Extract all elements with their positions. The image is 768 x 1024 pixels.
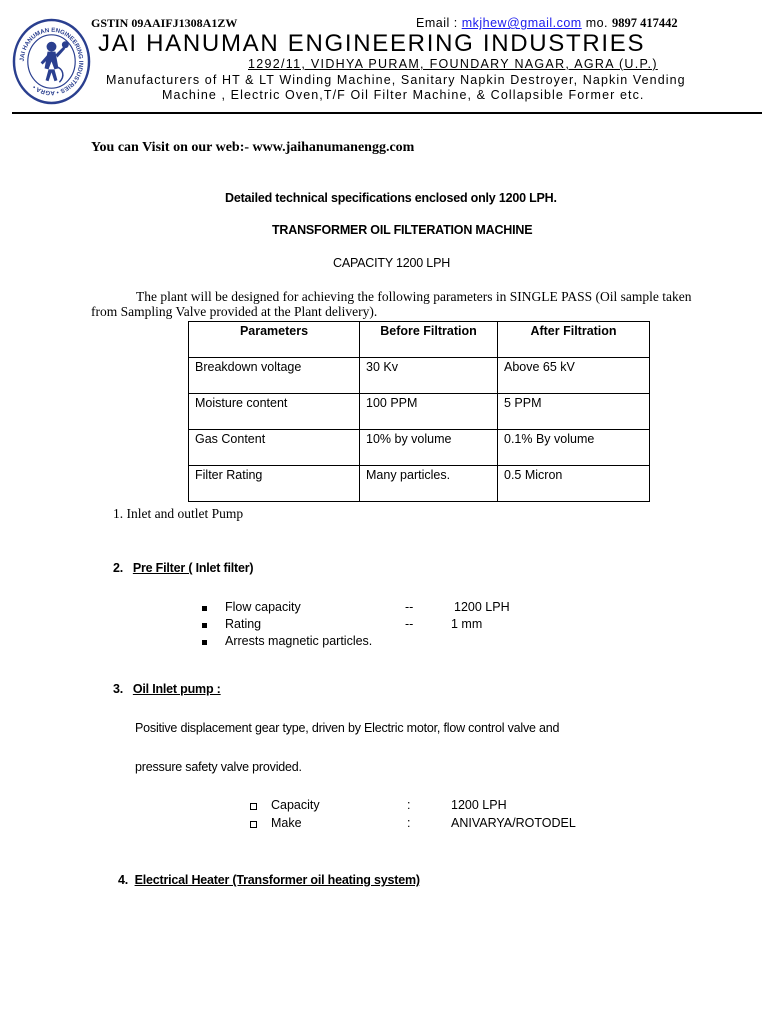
email-link[interactable]: mkjhew@gmail.com [461,16,582,30]
item-1-inlet-outlet-pump: 1. Inlet and outlet Pump [113,506,244,521]
item-3-title: Oil Inlet pump : [132,682,221,696]
bullet-value: 1200 LPH [451,798,507,812]
bullet-separator: -- [405,617,414,631]
square-bullet-icon [202,623,207,628]
item-2-heading [113,561,253,575]
bullet-separator: : [407,798,411,812]
company-name: JAI HANUMAN ENGINEERING INDUSTRIES [98,30,646,57]
table-cell: 100 PPM [360,394,498,430]
table-cell: Above 65 kV [498,358,650,394]
company-logo [12,17,91,106]
item-4-title: Electrical Heater (Transformer oil heating system) [134,873,420,887]
item-4-heading [118,873,420,887]
item-2-title-rest: Inlet filter) [192,561,254,575]
table-cell: 0.1% By volume [498,430,650,466]
table-cell: Filter Rating [189,466,360,502]
manufacturing-line-2: Machine , Electric Oven,T/F Oil Filter Machine, & Collapsible Former etc. [162,88,645,102]
table-row [189,430,650,466]
table-cell: Breakdown voltage [189,358,360,394]
detail-note: Detailed technical specifications enclosed only 1200 LPH. [225,191,557,205]
hanuman-figure-icon [41,41,69,82]
table-row [189,466,650,502]
document-title: TRANSFORMER OIL FILTERATION MACHINE [272,223,533,237]
table-cell: Moisture content [189,394,360,430]
table-row [189,358,650,394]
hollow-square-bullet-icon [250,821,257,828]
gstin-number: GSTIN 09AAIFJ1308A1ZW [91,16,238,30]
intro-line-1: The plant will be designed for achieving the following parameters in SINGLE PASS (Oil sample taken [136,289,692,304]
intro-line-2: from Sampling Valve provided at the Plant delivery). [91,304,378,319]
email-label: Email : [416,16,462,30]
item-number: 3. [113,682,124,696]
square-bullet-icon [202,606,207,611]
bullet-label: Rating [225,617,262,631]
company-address: 1292/11, VIDHYA PURAM, FOUNDARY NAGAR, AGRA (U.P.) [248,57,658,71]
header-divider [12,112,762,114]
item-number: 4. [118,873,129,887]
header-parameters: Parameters [189,322,360,358]
item-3-text-line-1: Positive displacement gear type, driven by Electric motor, flow control valve and [135,721,560,735]
table-cell: Gas Content [189,430,360,466]
item-3-text-line-2: pressure safety valve provided. [135,760,302,774]
table-row [189,394,650,430]
header-after-filtration: After Filtration [498,322,650,358]
bullet-label: Make [271,816,302,830]
spec-table [188,321,650,502]
bullet-separator: : [407,816,411,830]
spec-table-header [189,322,650,358]
bullet-value: ANIVARYA/ROTODEL [451,816,576,830]
header-before-filtration: Before Filtration [360,322,498,358]
table-cell: 30 Kv [360,358,498,394]
bullet-label: Capacity [271,798,320,812]
svg-text:JAI HANUMAN ENGINEERING INDUST: JAI HANUMAN ENGINEERING INDUSTRIES • AGRA • [18,26,85,97]
item-number: 2. [113,561,124,575]
bullet-label: Flow capacity [225,600,301,614]
bullet-label: Arrests magnetic particles. [225,634,373,648]
bullet-value: 1200 LPH [454,600,510,614]
contact-line [416,16,678,31]
bullet-separator: -- [405,600,414,614]
website-line: You can Visit on our web:- www.jaihanumanengg.com [91,140,415,155]
table-cell: 0.5 Micron [498,466,650,502]
table-cell: 10% by volume [360,430,498,466]
mobile-number: 9897 417442 [612,16,678,30]
square-bullet-icon [202,640,207,645]
manufacturing-line-1: Manufacturers of HT & LT Winding Machine, Sanitary Napkin Destroyer, Napkin Vending [106,73,686,87]
item-3-heading [113,682,221,696]
bullet-value: 1 mm [451,617,483,631]
table-cell: 5 PPM [498,394,650,430]
table-cell: Many particles. [360,466,498,502]
capacity-line: CAPACITY 1200 LPH [333,256,451,270]
hollow-square-bullet-icon [250,803,257,810]
item-2-title: Pre Filter ( [132,561,193,575]
mobile-label: mo. [581,16,613,30]
